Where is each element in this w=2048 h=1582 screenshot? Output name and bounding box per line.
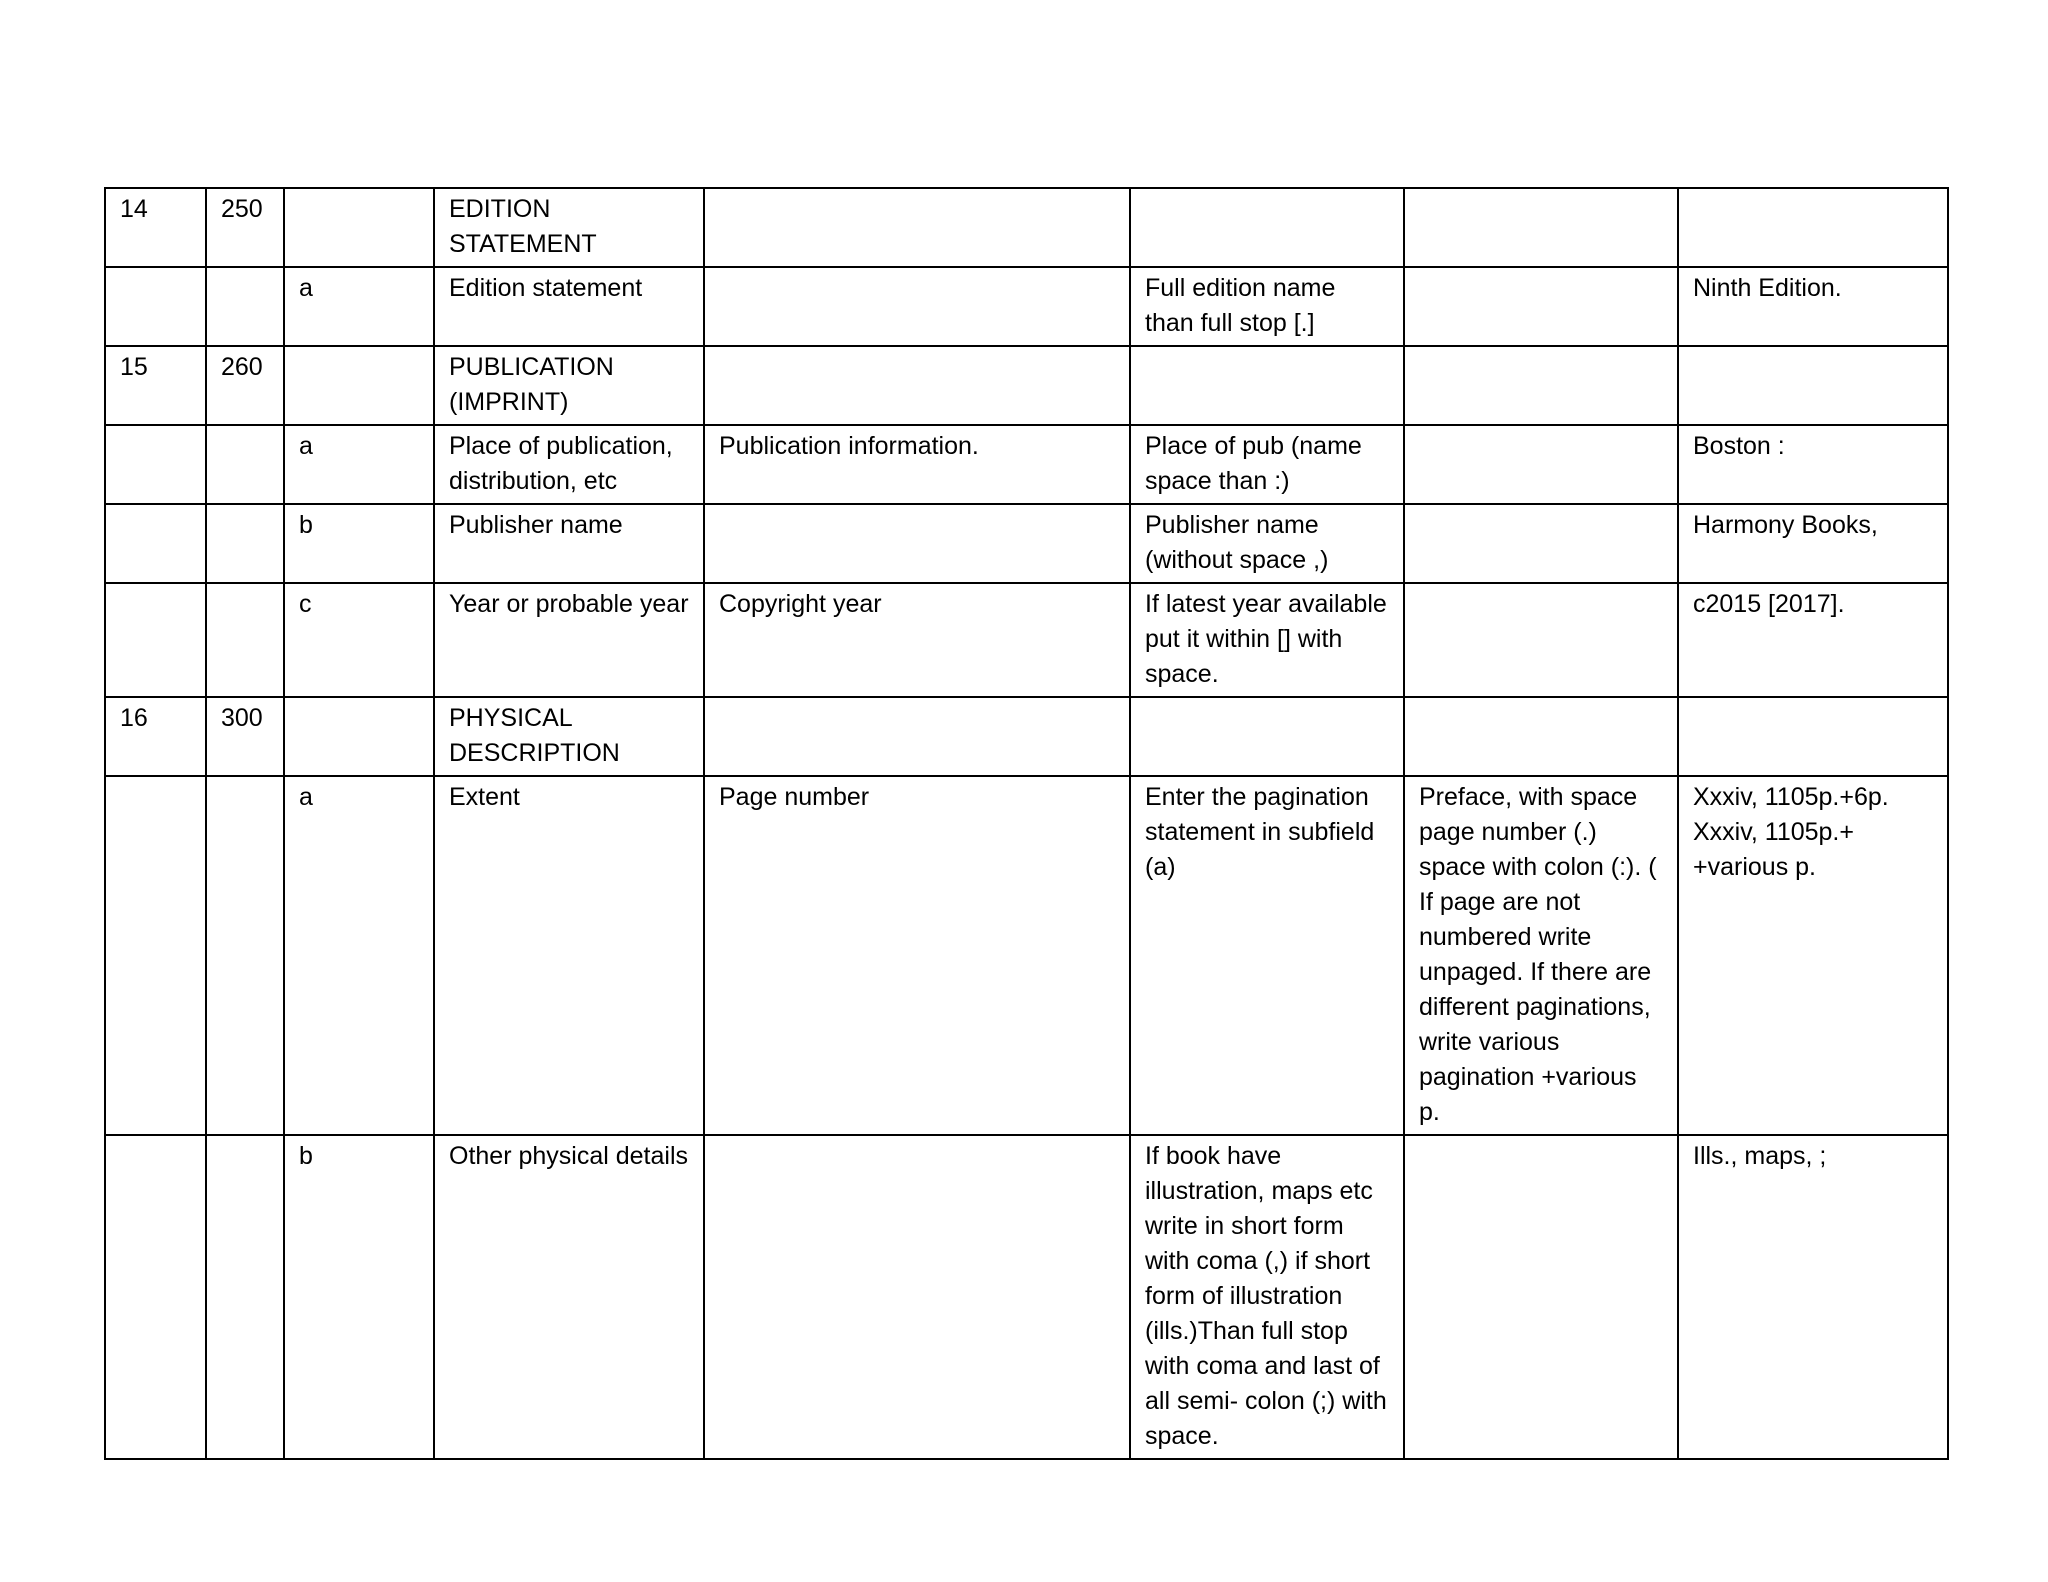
subfield-cell: a [284, 267, 434, 346]
table-row [105, 1135, 1948, 1459]
tag-cell [206, 583, 284, 697]
note-cell [1404, 583, 1678, 697]
marc-fields-table [104, 187, 1949, 1460]
tag-cell: 250 [206, 188, 284, 267]
field-name-cell: EDITION STATEMENT [434, 188, 704, 267]
table-row [105, 267, 1948, 346]
description-cell: Publication information. [704, 425, 1130, 504]
description-cell: Page number [704, 776, 1130, 1135]
tag-cell [206, 1135, 284, 1459]
field-number-cell: 16 [105, 697, 206, 776]
field-name-cell: Publisher name [434, 504, 704, 583]
tag-cell: 300 [206, 697, 284, 776]
field-number-cell [105, 267, 206, 346]
note-cell [1404, 267, 1678, 346]
field-name-cell: Extent [434, 776, 704, 1135]
example-cell: Ills., maps, ; [1678, 1135, 1948, 1459]
description-cell [704, 346, 1130, 425]
note-cell [1404, 188, 1678, 267]
description-cell [704, 697, 1130, 776]
field-number-cell: 14 [105, 188, 206, 267]
table-row [105, 697, 1948, 776]
tag-cell: 260 [206, 346, 284, 425]
table-row [105, 188, 1948, 267]
field-number-cell [105, 504, 206, 583]
description-cell [704, 1135, 1130, 1459]
field-number-cell [105, 776, 206, 1135]
subfield-cell: b [284, 504, 434, 583]
description-cell [704, 188, 1130, 267]
note-cell [1404, 697, 1678, 776]
table-row [105, 346, 1948, 425]
field-number-cell [105, 583, 206, 697]
subfield-cell: a [284, 425, 434, 504]
note-cell: Preface, with space page number (.) space with colon (:). ( If page are not numbered write unpaged. If there are different paginations, write various pagination +various p. [1404, 776, 1678, 1135]
rule-cell: If book have illustration, maps etc write in short form with coma (,) if short form of illustration (ills.)Than full stop with coma and last of all semi- colon (;) with space. [1130, 1135, 1404, 1459]
field-name-cell: Place of publication, distribution, etc [434, 425, 704, 504]
rule-cell [1130, 188, 1404, 267]
example-cell [1678, 188, 1948, 267]
note-cell [1404, 346, 1678, 425]
field-number-cell [105, 1135, 206, 1459]
example-cell: Xxxiv, 1105p.+6p. Xxxiv, 1105p.+ +various p. [1678, 776, 1948, 1135]
field-name-cell: PHYSICAL DESCRIPTION [434, 697, 704, 776]
example-cell: Ninth Edition. [1678, 267, 1948, 346]
description-cell: Copyright year [704, 583, 1130, 697]
description-cell [704, 504, 1130, 583]
rule-cell: Full edition name than full stop [.] [1130, 267, 1404, 346]
tag-cell [206, 504, 284, 583]
rule-cell: Publisher name (without space ,) [1130, 504, 1404, 583]
tag-cell [206, 776, 284, 1135]
note-cell [1404, 1135, 1678, 1459]
table-row [105, 504, 1948, 583]
note-cell [1404, 425, 1678, 504]
rule-cell: Place of pub (name space than :) [1130, 425, 1404, 504]
example-cell: c2015 [2017]. [1678, 583, 1948, 697]
field-name-cell: Other physical details [434, 1135, 704, 1459]
field-name-cell: PUBLICATION (IMPRINT) [434, 346, 704, 425]
subfield-cell: c [284, 583, 434, 697]
subfield-cell [284, 697, 434, 776]
table-row [105, 776, 1948, 1135]
subfield-cell: a [284, 776, 434, 1135]
example-cell: Boston : [1678, 425, 1948, 504]
table-row [105, 583, 1948, 697]
rule-cell [1130, 346, 1404, 425]
rule-cell: If latest year available put it within [] with space. [1130, 583, 1404, 697]
field-number-cell [105, 425, 206, 504]
note-cell [1404, 504, 1678, 583]
tag-cell [206, 425, 284, 504]
subfield-cell [284, 346, 434, 425]
field-name-cell: Edition statement [434, 267, 704, 346]
description-cell [704, 267, 1130, 346]
example-cell: Harmony Books, [1678, 504, 1948, 583]
field-name-cell: Year or probable year [434, 583, 704, 697]
field-number-cell: 15 [105, 346, 206, 425]
example-cell [1678, 346, 1948, 425]
example-cell [1678, 697, 1948, 776]
table-row [105, 425, 1948, 504]
subfield-cell [284, 188, 434, 267]
tag-cell [206, 267, 284, 346]
rule-cell: Enter the pagination statement in subfield (a) [1130, 776, 1404, 1135]
rule-cell [1130, 697, 1404, 776]
subfield-cell: b [284, 1135, 434, 1459]
